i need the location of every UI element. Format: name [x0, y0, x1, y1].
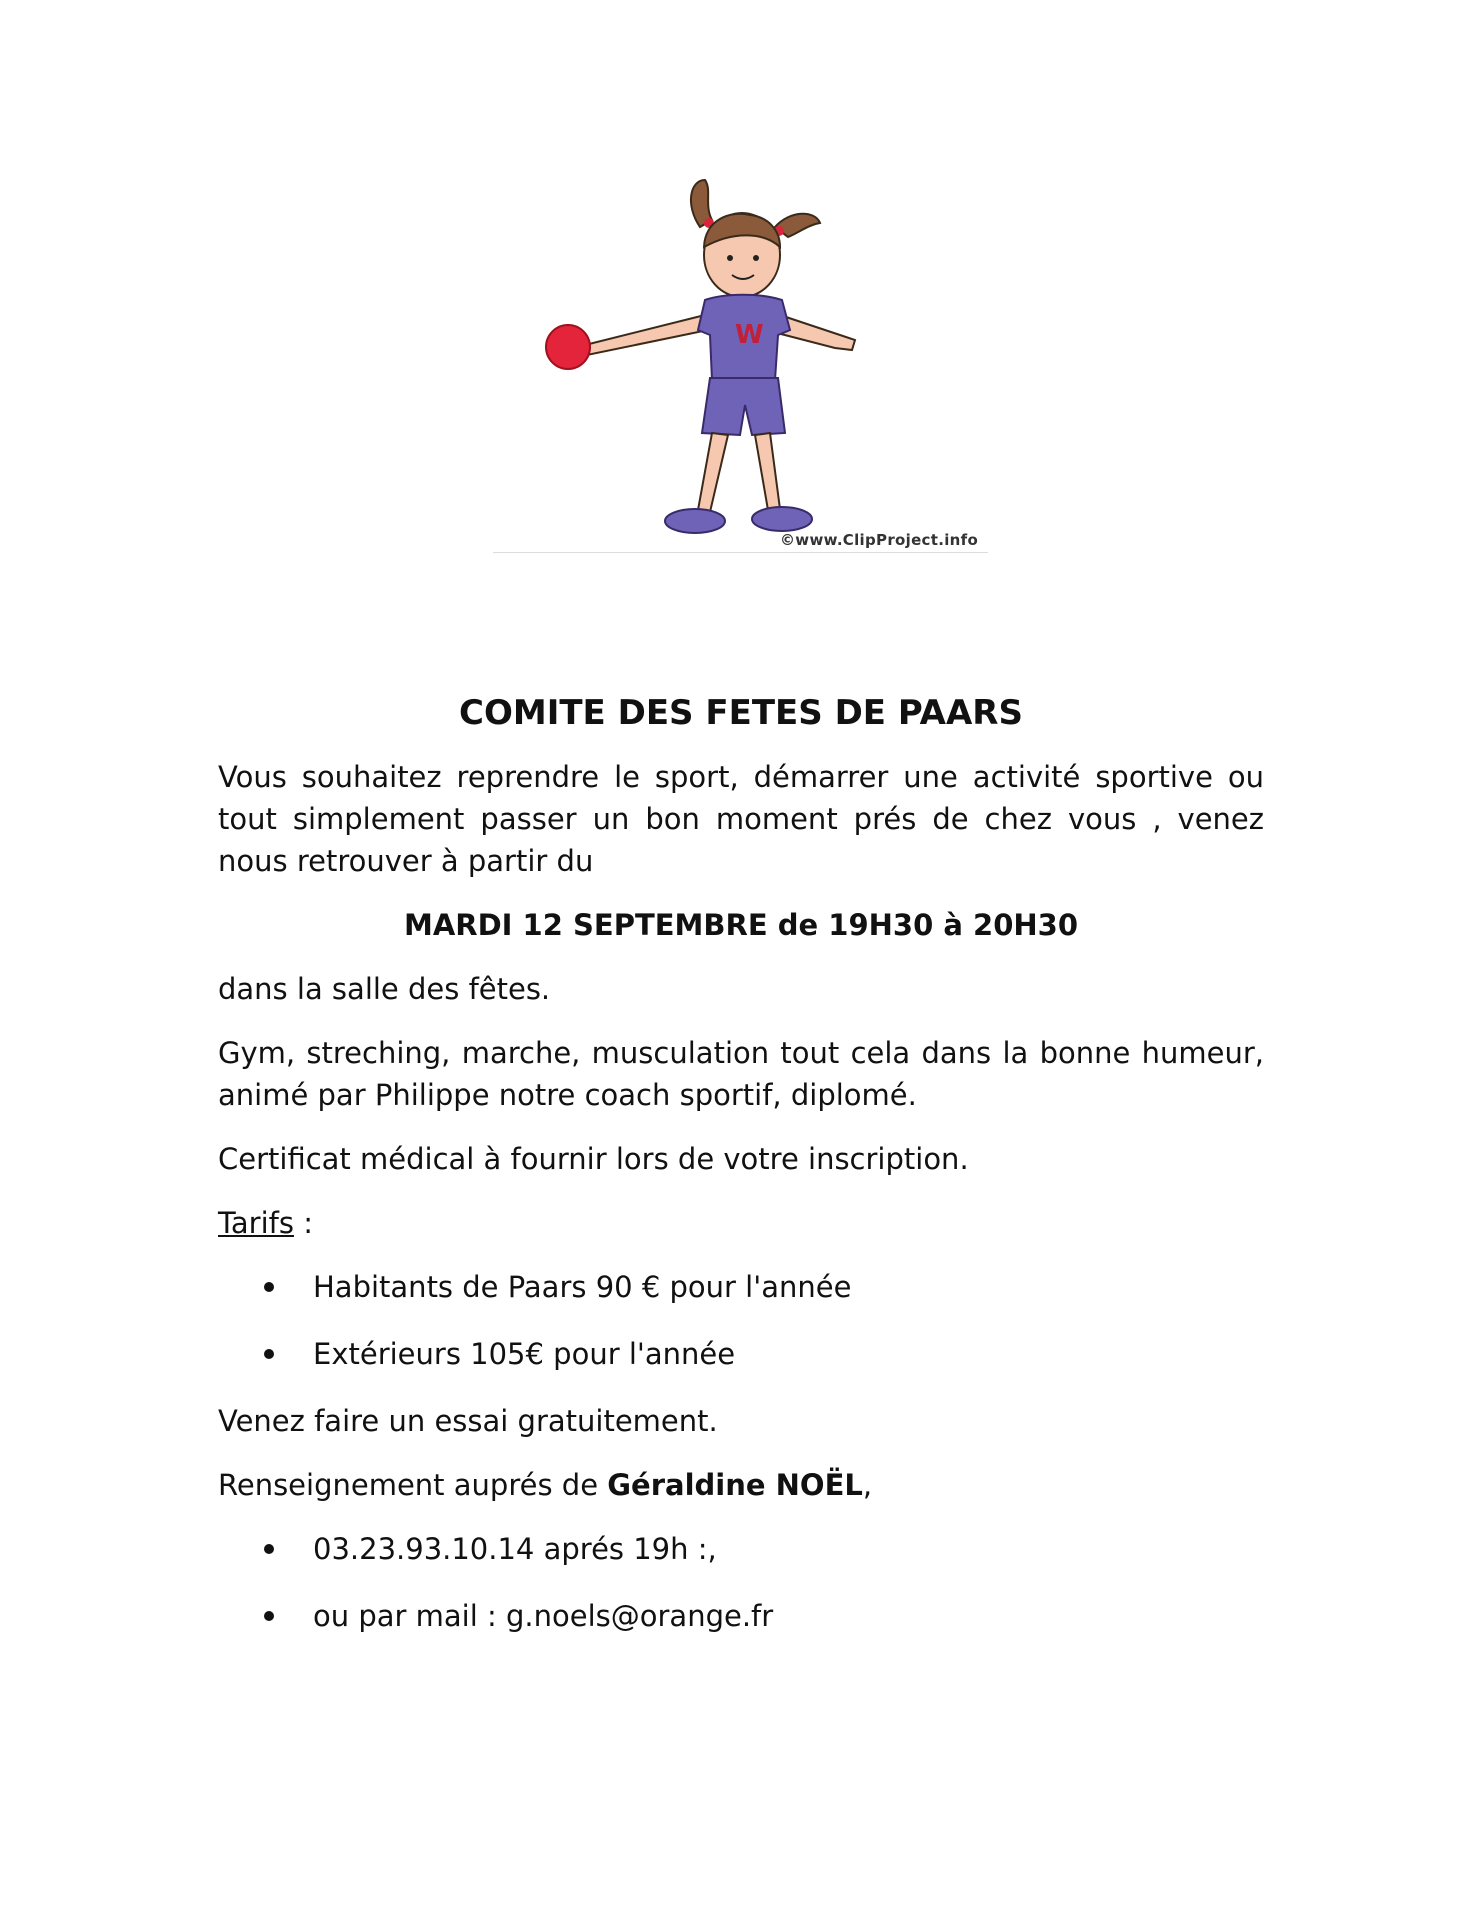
intro-paragraph: Vous souhaitez reprendre le sport, démarrer une activité sportive ou tout simplement passer un bon moment prés de chez vous , venez nous retrouver à partir du: [218, 760, 1264, 878]
tarifs-heading: [218, 1202, 1264, 1244]
tarifs-label: Tarifs: [218, 1206, 294, 1240]
svg-text:W: W: [735, 320, 764, 350]
tarifs-suffix: :: [293, 1206, 313, 1240]
illustration-divider: [493, 552, 988, 553]
contact-list: [218, 1528, 1264, 1637]
location-paragraph: dans la salle des fêtes.: [218, 972, 551, 1006]
list-item: [218, 1528, 1264, 1570]
event-date: MARDI 12 SEPTEMBRE de 19H30 à 20H30: [403, 908, 1079, 942]
clipart-watermark: ©www.ClipProject.info: [780, 531, 979, 549]
list-item: [218, 1595, 1264, 1637]
tarif-text: Extérieurs 105€ pour l'année: [313, 1337, 736, 1371]
clipart-illustration: [490, 165, 990, 555]
list-item: [218, 1266, 1264, 1308]
contact-name: Géraldine NOËL: [607, 1468, 863, 1502]
contact-suffix: ,: [862, 1468, 873, 1502]
girl-with-ball-icon: [490, 165, 990, 555]
contact-email: ou par mail : g.noels@orange.fr: [313, 1599, 774, 1633]
page-title: COMITE DES FETES DE PAARS: [459, 693, 1023, 733]
list-item: [218, 1333, 1264, 1375]
trial-paragraph: Venez faire un essai gratuitement.: [218, 1404, 718, 1438]
tarif-text: Habitants de Paars 90 € pour l'année: [313, 1270, 852, 1304]
flyer-content: [218, 690, 1264, 1662]
contact-phone: 03.23.93.10.14 aprés 19h :,: [313, 1532, 717, 1566]
bullet-icon: [264, 1282, 274, 1292]
contact-paragraph: [218, 1464, 1264, 1506]
activities-paragraph: Gym, streching, marche, musculation tout cela dans la bonne humeur, animé par Philippe notre coach sportif, diplomé.: [218, 1036, 1264, 1112]
bullet-icon: [264, 1611, 274, 1621]
bullet-icon: [264, 1349, 274, 1359]
certificate-paragraph: Certificat médical à fournir lors de votre inscription.: [218, 1142, 969, 1176]
tarifs-list: [218, 1266, 1264, 1375]
contact-prefix: Renseignement auprés de: [218, 1468, 608, 1502]
bullet-icon: [264, 1544, 274, 1554]
